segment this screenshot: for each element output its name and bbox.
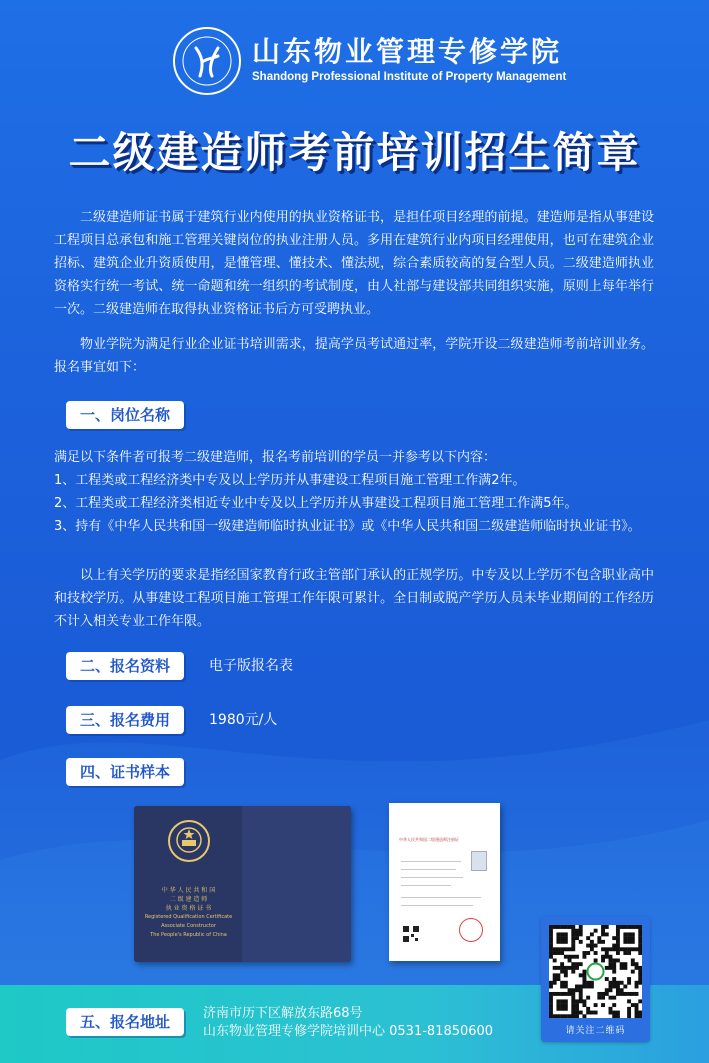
book-line: Associate Constructor <box>161 923 216 929</box>
card-line <box>401 861 461 862</box>
section-1-lead: 满足以下条件者可报考二级建造师，报名考前培训的学员一并参考以下内容： <box>54 450 497 465</box>
certificate-book-text <box>138 886 239 940</box>
header <box>0 20 709 100</box>
page-title: 二级建造师考前培训招生简章 <box>68 128 641 177</box>
section-2-value: 电子版报名表 <box>209 658 293 674</box>
school-logo-icon <box>172 26 242 96</box>
section-1-item-3: 3、持有《中华人民共和国一级建造师临时执业证书》或《中华人民共和国二级建造师临时执业证书》。 <box>54 519 641 534</box>
school-name-cn: 山东物业管理专修学院 <box>252 35 563 68</box>
section-1-item-1: 1、工程类或工程经济类中专及以上学历并从事建设工程项目施工管理工作满2年。 <box>54 473 526 488</box>
section-3-value: 1980元/人 <box>209 712 278 728</box>
section-2-label: 二、报名资料 <box>66 652 184 680</box>
book-line: 执 业 资 格 证 书 <box>165 905 212 912</box>
card-line <box>401 869 456 870</box>
section-5-label: 五、报名地址 <box>66 1008 184 1036</box>
card-line <box>401 897 481 898</box>
card-line <box>401 885 451 886</box>
book-line: 中 华 人 民 共 和 国 <box>161 887 216 894</box>
card-qr-icon <box>403 926 419 942</box>
certificate-seal <box>459 918 483 942</box>
section-3-label: 三、报名费用 <box>66 706 184 734</box>
book-line: Registered Qualification Certificate <box>144 914 233 920</box>
book-line: The People's Republic of China <box>150 932 227 938</box>
intro-paragraph-2: 物业学院为满足行业企业证书培训需求，提高学员考试通过率，学院开设二级建造师考前培训业务。报名事宜如下： <box>54 337 654 375</box>
address-line-2: 山东物业管理专修学院培训中心 0531-81850600 <box>203 1024 494 1039</box>
qr-caption: 请关注二维码 <box>565 1026 626 1036</box>
intro-paragraph-1: 二级建造师证书属于建筑行业内使用的执业资格证书，是担任项目经理的前提。建造师是指从事建设工程项目总承包和施工管理关键岗位的执业注册人员。多用在建筑行业内项目经理使用，也可在建筑企业招标、建筑企业升资质使用，是懂管理、懂技术、懂法规，综合素质较高的复合型人员。二级建造师执业资格实行统一考试、统一命题和统一组织的考试制度，由人社部与建设部共同组织实施，原则上每年举行一次。二级建造师在取得执业资格证书后方可受聘执业。 <box>54 210 654 317</box>
card-line <box>401 905 473 906</box>
certificate-book-image <box>134 806 351 962</box>
address-line-1: 济南市历下区解放东路68号 <box>203 1006 363 1021</box>
certificate-book-cover <box>242 806 351 962</box>
section-4-label: 四、证书样本 <box>66 758 184 786</box>
certificate-book-inner <box>134 806 243 962</box>
school-name-en: Shandong Professional Institute of Property Management <box>252 71 567 83</box>
national-emblem-icon <box>166 818 212 864</box>
qr-code-frame <box>549 925 642 1018</box>
section-1-note: 以上有关学历的要求是指经国家教育行政主管部门承认的正规学历。中专及以上学历不包含职业高中和技校学历。从事建设工程项目施工管理工作年限可累计。全日制或脱产学历人员未毕业期间的工作经历不计入相关专业工作年限。 <box>54 568 654 629</box>
section-1-item-2: 2、工程类或工程经济类相近专业中专及以上学历并从事建设工程项目施工管理工作满5年。 <box>54 496 578 511</box>
book-line: 二 级 建 造 师 <box>169 896 208 903</box>
certificate-photo <box>471 851 487 871</box>
card-line <box>401 877 463 878</box>
certificate-card-title: 中华人民共和国二级建造师注册证 <box>399 837 459 842</box>
qr-card <box>541 917 650 1042</box>
section-1-label: 一、岗位名称 <box>66 401 184 429</box>
certificate-card-image <box>389 803 500 961</box>
qr-code-icon <box>549 925 642 1018</box>
